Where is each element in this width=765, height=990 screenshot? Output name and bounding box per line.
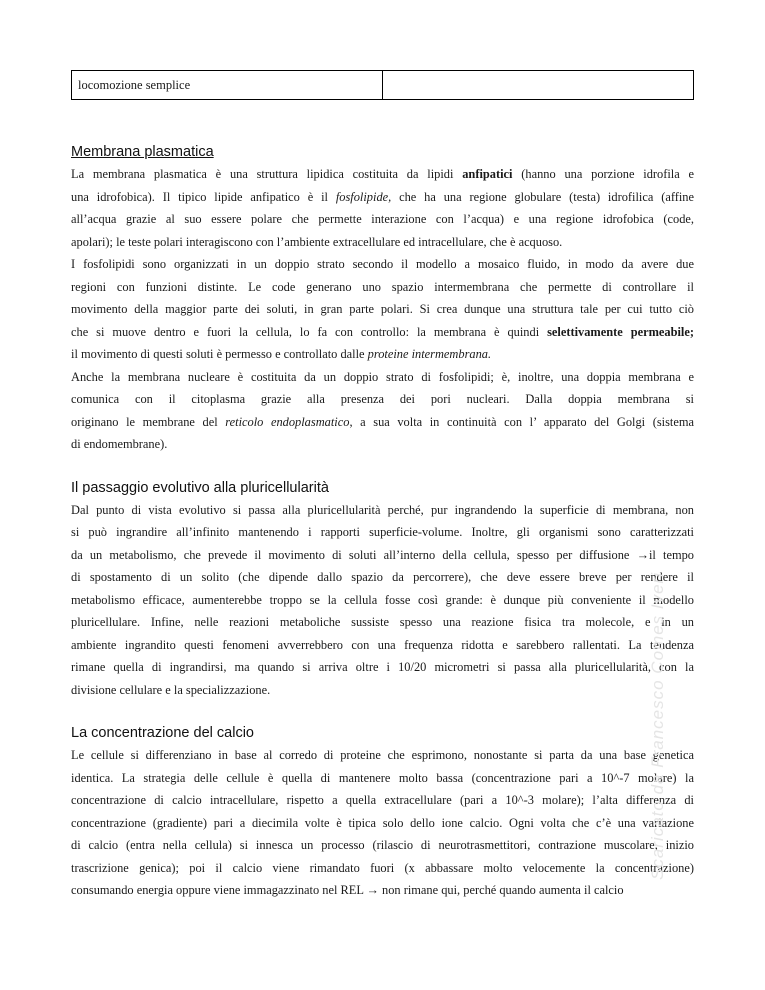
- text-line: [71, 411, 694, 434]
- text-run: La membrana plasmatica è una struttura lipidica costituita da lipidi: [71, 167, 463, 181]
- section-heading: La concentrazione del calcio: [71, 725, 254, 741]
- text-line: [71, 276, 694, 299]
- bold-text: anfipatici: [462, 167, 513, 181]
- text-line: [71, 321, 694, 344]
- bold-text: selettivamente permeabile;: [547, 324, 695, 339]
- text-line: [71, 499, 694, 522]
- text-run: identica. La strategia delle cellule è quella di mantenere molto bassa (concentrazione pari a 10^-7 molare) la: [71, 770, 694, 785]
- text-run: Anche la membrana nucleare è costituita da un doppio strato di fosfolipidi; è, inoltre, una doppia membrana e: [71, 369, 694, 384]
- text-run: originano le membrane del: [71, 414, 226, 429]
- text-line: [71, 857, 694, 880]
- text-run: , a sua volta in continuità con l’ apparato del Golgi (sistema: [349, 414, 694, 429]
- paragraph: [71, 253, 694, 366]
- text-run: da un metabolismo, che prevede il movimento di soluti all’interno della cellula, spesso per diffusione →il tempo: [71, 547, 694, 562]
- section-pluricellularita: [71, 480, 694, 702]
- text-run: Dal punto di vista evolutivo si passa alla pluricellularità perché, pur ingrandendo la superficie di membrana, non: [71, 502, 694, 517]
- paragraph: [71, 366, 694, 456]
- text-line: [71, 656, 694, 679]
- text-run: regioni con funzioni distinte. Le code generano uno spazio intermembrana che permette di controllare il: [71, 279, 694, 294]
- text-run: Le cellule si differenziano in base al corredo di proteine che esprimono, nonostante si parta da una base genetica: [71, 748, 694, 762]
- text-line: [71, 634, 694, 657]
- text-line: [71, 433, 694, 456]
- text-line: [71, 186, 694, 209]
- download-watermark: Scaricato da Francesco Comes Iveri: [648, 572, 667, 880]
- text-line: [71, 231, 694, 254]
- text-run: pluricellulare. Infine, nelle reazioni metaboliche sussiste spesso una reazione fisica tra molecole, e in un: [71, 615, 694, 629]
- text-run: movimento della maggior parte dei soluti, in gran parte polari. Si crea dunque una struttura tale per cui tutto ciò: [71, 302, 694, 316]
- section-heading: Il passaggio evolutivo alla pluricellularità: [71, 479, 329, 496]
- text-run: di calcio (entra nella cellula) si innesca un processo (rilascio di neurotrasmettitori, contrazione muscolare, inizio: [71, 838, 694, 852]
- table-cell: [383, 71, 694, 100]
- document-page: [71, 70, 694, 902]
- text-line: [71, 611, 694, 634]
- text-line: [71, 521, 694, 544]
- paragraph: [71, 499, 694, 702]
- text-run: che si muove dentro e fuori la cellula, lo fa con controllo: la membrana è quindi: [71, 324, 548, 339]
- table-cell: locomozione semplice: [72, 71, 383, 100]
- text-run: I fosfolipidi sono organizzati in un doppio strato secondo il modello a mosaico fluido, in modo da avere due: [71, 257, 694, 271]
- paragraph: [71, 744, 694, 902]
- italic-text: fosfolipide,: [335, 189, 392, 204]
- text-run: (hanno una porzione idrofila e: [512, 167, 694, 181]
- text-line: [71, 589, 694, 612]
- text-run: si può ingrandire all’infinito mantenendo i rapporti superficie-volume. Inoltre, gli organismi sono caratterizzati: [71, 525, 694, 539]
- text-run: di spostamento di un solito (che dipende dallo spazio da percorrere), che deve essere breve per rendere il: [71, 570, 694, 584]
- text-run: divisione cellulare e la specializzazione.: [71, 682, 271, 697]
- text-line: [71, 208, 694, 231]
- text-line: [71, 566, 694, 589]
- text-run: concentrazione di calcio intracellulare, rispetto a quella extracellulare (pari a 10^-3 molare); l’alta differenza di: [71, 793, 694, 807]
- text-run: il movimento di questi soluti è permesso e controllato dalle: [71, 347, 368, 361]
- text-line: [71, 834, 694, 857]
- text-run: di endomembrane).: [71, 437, 168, 451]
- section-concentrazione-calcio: [71, 725, 694, 902]
- paragraph: [71, 163, 694, 253]
- text-run: una idrofobica). Il tipico lipide anfipatico è il: [71, 189, 336, 204]
- italic-text: reticolo endoplasmatico: [225, 414, 350, 429]
- table-row: [72, 71, 694, 100]
- text-run: che ha una regione globulare (testa) idrofilica (affine: [391, 189, 694, 204]
- text-line: [71, 163, 694, 186]
- text-run: rimane quella di ingrandirsi, ma quando si arriva oltre i 10/20 micrometri si passa alla pluricellularità, con la: [71, 660, 694, 674]
- text-run: ambiente ingrandito questi fenomeni avverrebbero con una frequenza ridotta e sarebbero rallentati. La tendenza: [71, 637, 694, 652]
- text-line: [71, 544, 694, 567]
- text-line: [71, 767, 694, 790]
- text-line: [71, 812, 694, 835]
- text-run: consumando energia oppure viene immagazzinato nel REL → non rimane qui, perché quando aumenta il calcio: [71, 883, 624, 897]
- text-line: [71, 744, 694, 767]
- text-run: apolari); le teste polari interagiscono con l’ambiente extracellulare ed intracellulare, che è acquoso.: [71, 234, 563, 249]
- text-line: [71, 679, 694, 702]
- text-line: [71, 388, 694, 411]
- italic-text: proteine intermembrana.: [367, 347, 492, 361]
- text-line: [71, 366, 694, 389]
- text-line: [71, 298, 694, 321]
- text-run: trascrizione genica); poi il calcio viene rimandato fuori (x abbassare molto velocemente la concentrazione): [71, 860, 694, 875]
- text-line: [71, 253, 694, 276]
- text-run: metabolismo efficace, aumenterebbe troppo se la cellula fosse così grande: è dunque più conveniente il modello: [71, 592, 694, 607]
- text-line: [71, 879, 694, 902]
- section-membrana-plasmatica: [71, 144, 694, 456]
- text-run: comunica con il citoplasma grazie alla presenza dei pori nucleari. Dalla doppia membrana si: [71, 392, 694, 406]
- text-run: concentrazione (gradiente) pari a diecimila volte è tipica solo dello ione calcio. Ogni volta che c’è una variazione: [71, 815, 694, 830]
- text-line: [71, 789, 694, 812]
- summary-table: [71, 70, 694, 100]
- text-line: [71, 343, 694, 366]
- section-heading: Membrana plasmatica: [71, 144, 214, 160]
- text-run: all’acqua grazie al suo essere polare che permette interazione con l’acqua) e una regione idrofobica (code,: [71, 212, 694, 226]
